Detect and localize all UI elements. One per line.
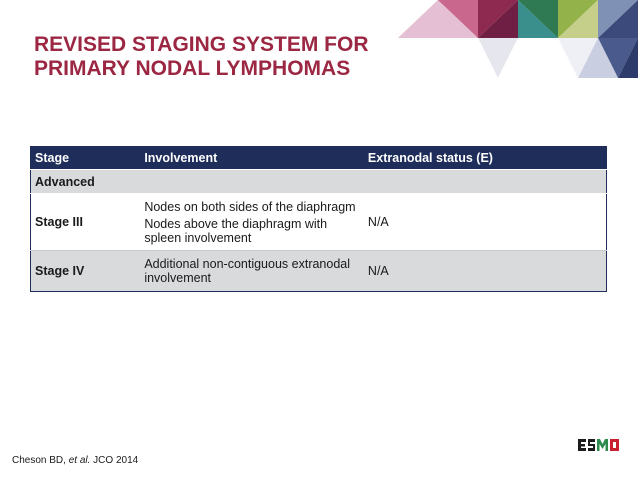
- slide-title: [34, 33, 414, 81]
- involvement-line: Nodes on both sides of the diaphragm: [144, 199, 356, 214]
- involvement-line: Additional non-contiguous extranodal involvement: [144, 257, 351, 285]
- header-involvement: Involvement: [140, 147, 364, 170]
- section-label: Advanced: [31, 170, 607, 194]
- staging-table: [30, 146, 607, 292]
- citation: [12, 455, 138, 466]
- citation-authors: Cheson BD,: [12, 455, 66, 466]
- extranodal-cell: N/A: [364, 194, 607, 251]
- citation-etal: et al.: [68, 455, 91, 466]
- table-row: [31, 194, 607, 251]
- slide-title-line-2: PRIMARY NODAL LYMPHOMAS: [34, 57, 351, 80]
- table-row: [31, 251, 607, 292]
- extranodal-cell: N/A: [364, 251, 607, 292]
- section-row-advanced: [31, 170, 607, 194]
- slide-title-line-1: REVISED STAGING SYSTEM FOR: [34, 33, 369, 56]
- involvement-line: Nodes above the diaphragm with spleen involvement: [144, 216, 328, 245]
- stage-cell: Stage IV: [31, 251, 141, 292]
- header-stage: Stage: [31, 147, 141, 170]
- header-extranodal-status: Extranodal status (E): [364, 147, 607, 170]
- involvement-cell: [140, 251, 364, 292]
- esmo-logo-icon: [578, 437, 620, 453]
- citation-source: JCO 2014: [93, 455, 139, 466]
- stage-cell: Stage III: [31, 194, 141, 251]
- involvement-cell: [140, 194, 364, 251]
- table-header-row: [31, 147, 607, 170]
